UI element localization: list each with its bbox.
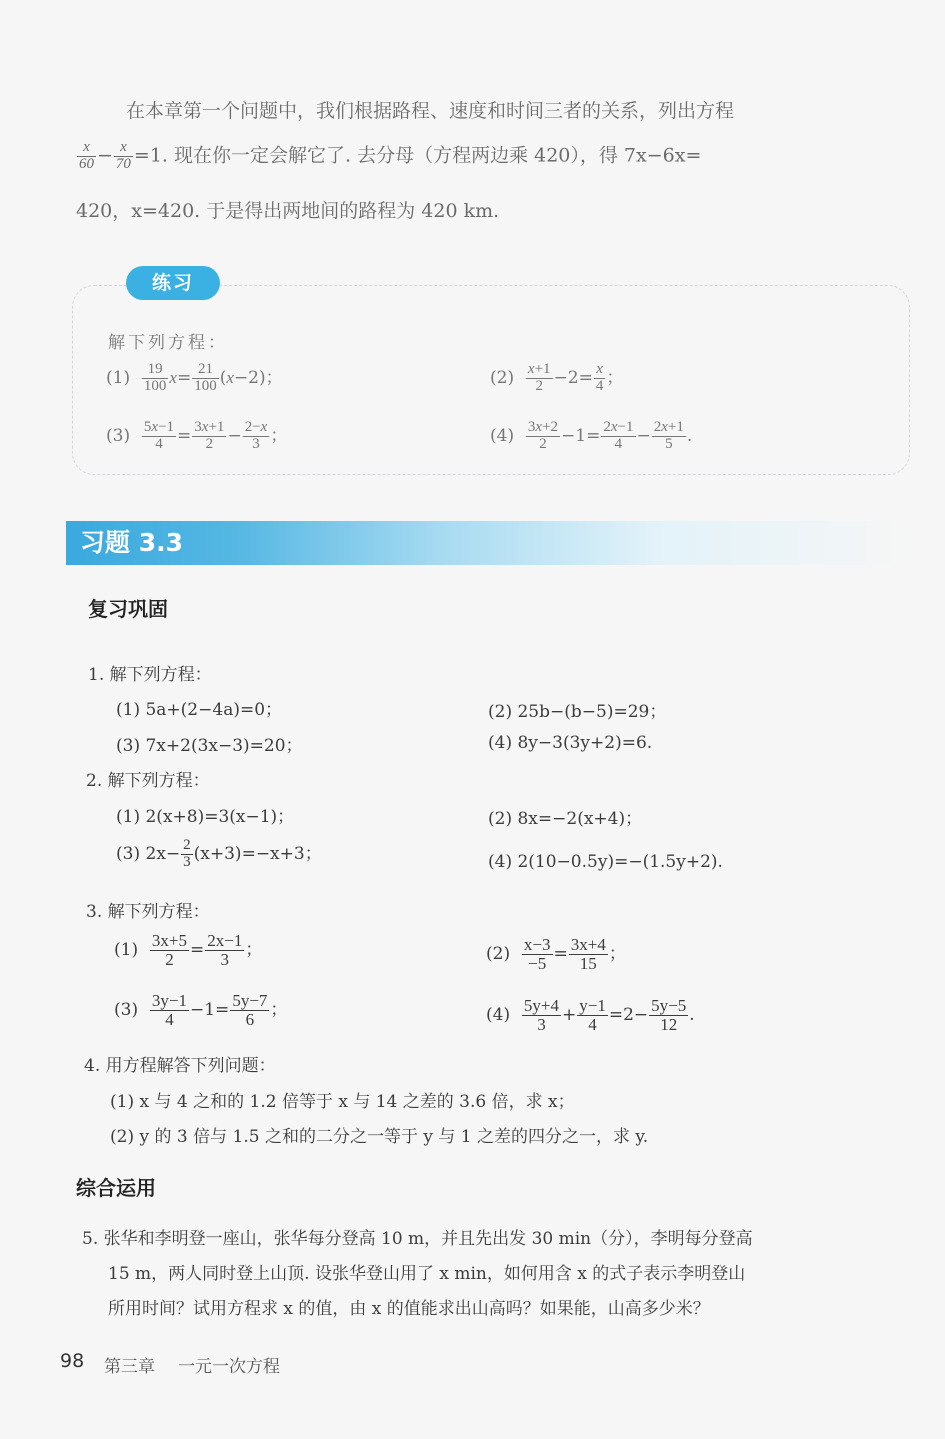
- question-4-item-1: (1) x 与 4 之和的 1.2 倍等于 x 与 14 之差的 3.6 倍，求 x；: [110, 1092, 575, 1112]
- chapter-title: 一元一次方程: [178, 1357, 280, 1377]
- exercise-banner: [66, 521, 912, 565]
- intro-line-1: 在本章第一个问题中，我们根据路程、速度和时间三者的关系，列出方程: [126, 100, 735, 122]
- page-number: 98: [60, 1350, 85, 1372]
- question-2-item-3: (3) 2x− $\frac{2}{3}$ (x+3)=−x+3；: [116, 837, 322, 870]
- question-2-item-1: (1) 2(x+8)=3(x−1)；: [116, 807, 295, 827]
- question-3-item-3: (3) $\frac{3y-1}{4}$ −1= $\frac{5y-7}{6}$ ；: [114, 991, 288, 1029]
- question-5-line-2: 15 m，两人同时登上山顶. 设张华登山用了 x min，如何用含 x 的式子表示李明登山: [108, 1264, 746, 1284]
- practice-instruction: 解下列方程：: [108, 333, 228, 353]
- section-heading-application: 综合运用: [76, 1176, 156, 1200]
- fraction: $\frac{x}{70}$: [115, 139, 131, 172]
- question-4-item-2: (2) y 的 3 倍与 1.5 之和的二分之一等于 y 与 1 之差的四分之一，求 y.: [110, 1127, 649, 1147]
- question-3-stem: 3. 解下列方程：: [86, 902, 210, 922]
- question-1-item-3: (3) 7x+2(3x−3)=20；: [116, 736, 303, 756]
- question-3-item-1: (1) $\frac{3x+5}{2}$ = $\frac{2x-1}{3}$ ；: [114, 931, 263, 969]
- question-1-item-2: (2) 25b−(b−5)=29；: [488, 702, 667, 722]
- question-2-item-4: (4) 2(10−0.5y)=−(1.5y+2).: [488, 852, 723, 872]
- intro-line-2: $\frac{x}{60}$ − $\frac{x}{70}$ =1. 现在你一定会解它了. 去分母（方程两边乘 420），得 7x−6x=: [79, 139, 702, 172]
- question-2-item-2: (2) 8x=−2(x+4)；: [488, 809, 643, 829]
- exercise-title: 习题 3.3: [80, 528, 183, 557]
- fraction: $\frac{x}{60}$: [79, 139, 94, 172]
- practice-badge: 练习: [126, 266, 220, 300]
- practice-item-1: (1) $\frac{19}{100}$ x= $\frac{21}{100}$ (x−2)；: [106, 361, 283, 394]
- question-5-line-1: 5. 张华和李明登一座山，张华每分登高 10 m，并且先出发 30 min（分），李明每分登高: [82, 1229, 753, 1249]
- section-heading-review: 复习巩固: [88, 597, 168, 621]
- question-5-line-3: 所用时间？试用方程求 x 的值，由 x 的值能求出山高吗？如果能，山高多少米？: [108, 1299, 710, 1319]
- practice-item-4: (4) $\frac{3x+2}{2}$ −1= $\frac{2x-1}{4}$ − $\frac{2x+1}{5}$ .: [490, 419, 693, 452]
- chapter-label: 第三章: [104, 1357, 155, 1377]
- question-4-stem: 4. 用方程解答下列问题：: [84, 1056, 276, 1076]
- intro-line-3: 420，x=420. 于是得出两地间的路程为 420 km.: [76, 200, 500, 222]
- question-3-item-2: (2) $\frac{x-3}{-5}$ = $\frac{3x+4}{15}$ ；: [486, 935, 626, 973]
- question-1-item-1: (1) 5a+(2−4a)=0；: [116, 700, 283, 720]
- question-1-stem: 1. 解下列方程：: [88, 665, 212, 685]
- practice-item-3: (3) $\frac{5x-1}{4}$ = $\frac{3x+1}{2}$ − $\frac{2-x}{3}$ ；: [106, 419, 288, 452]
- question-3-item-4: (4) $\frac{5y+4}{3}$ + $\frac{y-1}{4}$ =2− $\frac{5y-5}{12}$ .: [486, 996, 695, 1034]
- question-2-stem: 2. 解下列方程：: [86, 771, 210, 791]
- question-1-item-4: (4) 8y−3(3y+2)=6.: [488, 733, 653, 753]
- practice-item-2: (2) $\frac{x+1}{2}$ −2= $\frac{x}{4}$ ；: [490, 361, 624, 394]
